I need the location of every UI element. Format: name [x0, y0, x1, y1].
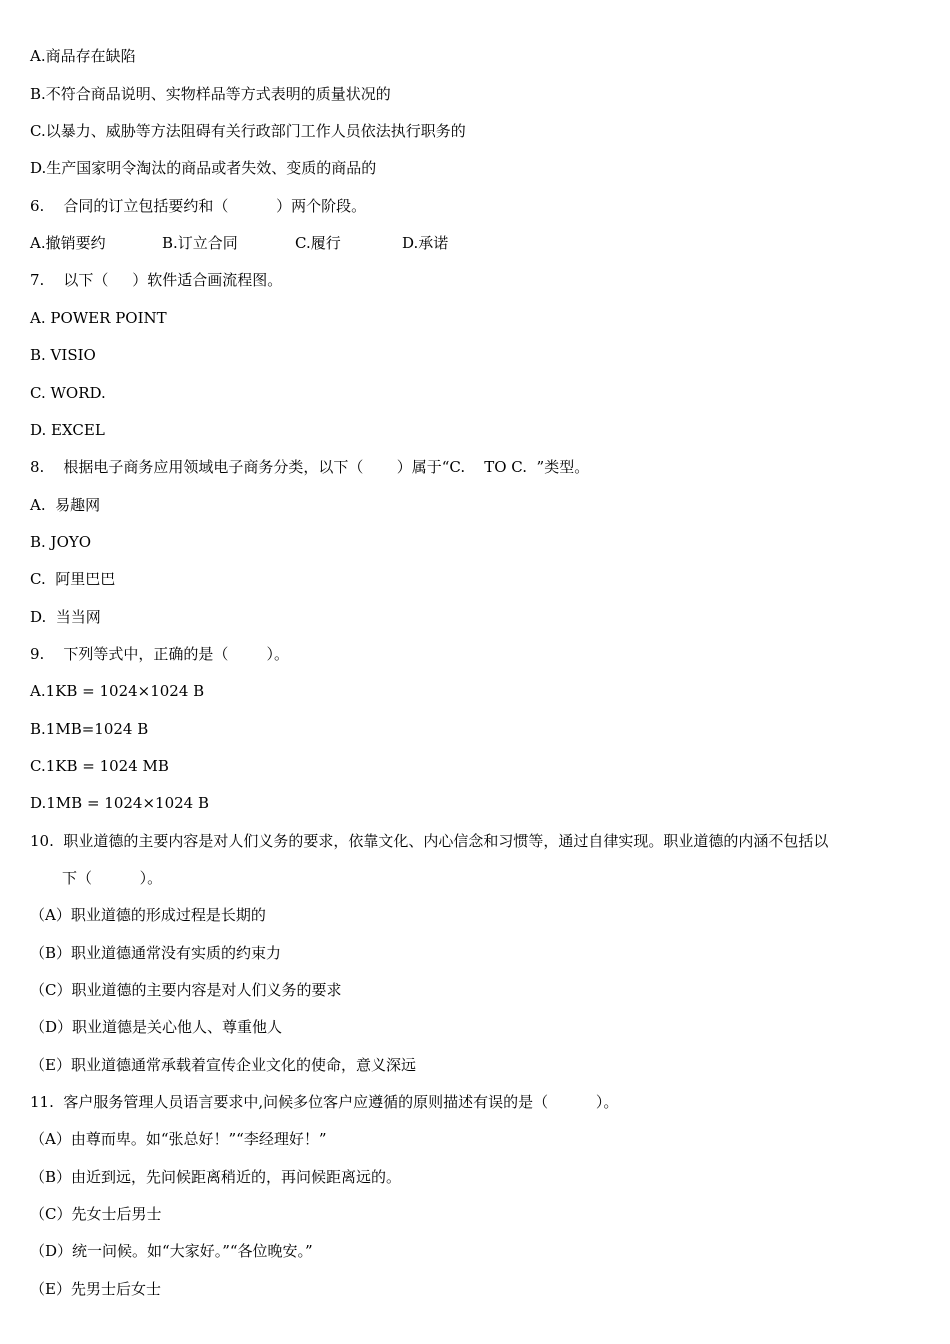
q11-option-d: （D）统一问候。如“大家好。”“各位晚安。” — [30, 1242, 313, 1260]
q8-option-a: A. 易趣网 — [30, 496, 101, 514]
q11-option-e: （E）先男士后女士 — [30, 1280, 161, 1298]
q8-option-b: B. JOYO — [30, 533, 92, 551]
q8-option-d: D. 当当网 — [30, 608, 101, 626]
q5-option-b: B.不符合商品说明、实物样品等方式表明的质量状况的 — [30, 85, 391, 103]
q11-option-a: （A）由尊而卑。如“张总好！”“李经理好！” — [30, 1130, 327, 1148]
q5-option-c: C.以暴力、威胁等方法阻碍有关行政部门工作人员依法执行职务的 — [30, 122, 466, 140]
q7-option-b: B. VISIO — [30, 346, 96, 364]
q5-option-d: D.生产国家明令淘汰的商品或者失效、变质的商品的 — [30, 159, 377, 177]
q8-option-c: C. 阿里巴巴 — [30, 570, 116, 588]
q6-option-a: A.撤销要约 — [30, 234, 106, 252]
q9-option-c: C.1KB = 1024 MB — [30, 757, 169, 775]
q6-stem: 6. 合同的订立包括要约和（ ）两个阶段。 — [30, 197, 367, 215]
q5-option-a: A.商品存在缺陷 — [30, 47, 136, 65]
q10-stem-continued: 下（ ）。 — [62, 869, 163, 887]
q10-option-b: （B）职业道德通常没有实质的约束力 — [30, 944, 282, 962]
q7-option-a: A. POWER POINT — [30, 309, 167, 327]
q6-option-d: D.承诺 — [402, 234, 449, 252]
q9-option-a: A.1KB = 1024×1024 B — [30, 682, 205, 700]
q10-option-c: （C）职业道德的主要内容是对人们义务的要求 — [30, 981, 342, 999]
q11-option-b: （B）由近到远，先问候距离稍近的，再问候距离远的。 — [30, 1168, 402, 1186]
q10-option-d: （D）职业道德是关心他人、尊重他人 — [30, 1018, 283, 1036]
q6-option-c: C.履行 — [295, 234, 341, 252]
q9-option-b: B.1MB=1024 B — [30, 720, 149, 738]
q7-option-d: D. EXCEL — [30, 421, 105, 439]
q7-stem: 7. 以下（ ）软件适合画流程图。 — [30, 271, 283, 289]
q10-option-e: （E）职业道德通常承载着宣传企业文化的使命，意义深远 — [30, 1056, 416, 1074]
q9-stem: 9. 下列等式中，正确的是（ ）。 — [30, 645, 290, 663]
q10-option-a: （A）职业道德的形成过程是长期的 — [30, 906, 266, 924]
q9-option-d: D.1MB = 1024×1024 B — [30, 794, 209, 812]
q10-stem: 10. 职业道德的主要内容是对人们义务的要求，依靠文化、内心信念和习惯等，通过自律实现。职业道德的内涵不包括以 — [30, 832, 829, 850]
q6-option-b: B.订立合同 — [162, 234, 238, 252]
q7-option-c: C. WORD. — [30, 384, 106, 402]
q8-stem: 8. 根据电子商务应用领域电子商务分类，以下（ ）属于“C. TO C. ”类型。 — [30, 458, 590, 476]
q11-option-c: （C）先女士后男士 — [30, 1205, 162, 1223]
q11-stem: 11. 客户服务管理人员语言要求中,问候多位客户应遵循的原则描述有误的是（ ）。 — [30, 1093, 619, 1111]
